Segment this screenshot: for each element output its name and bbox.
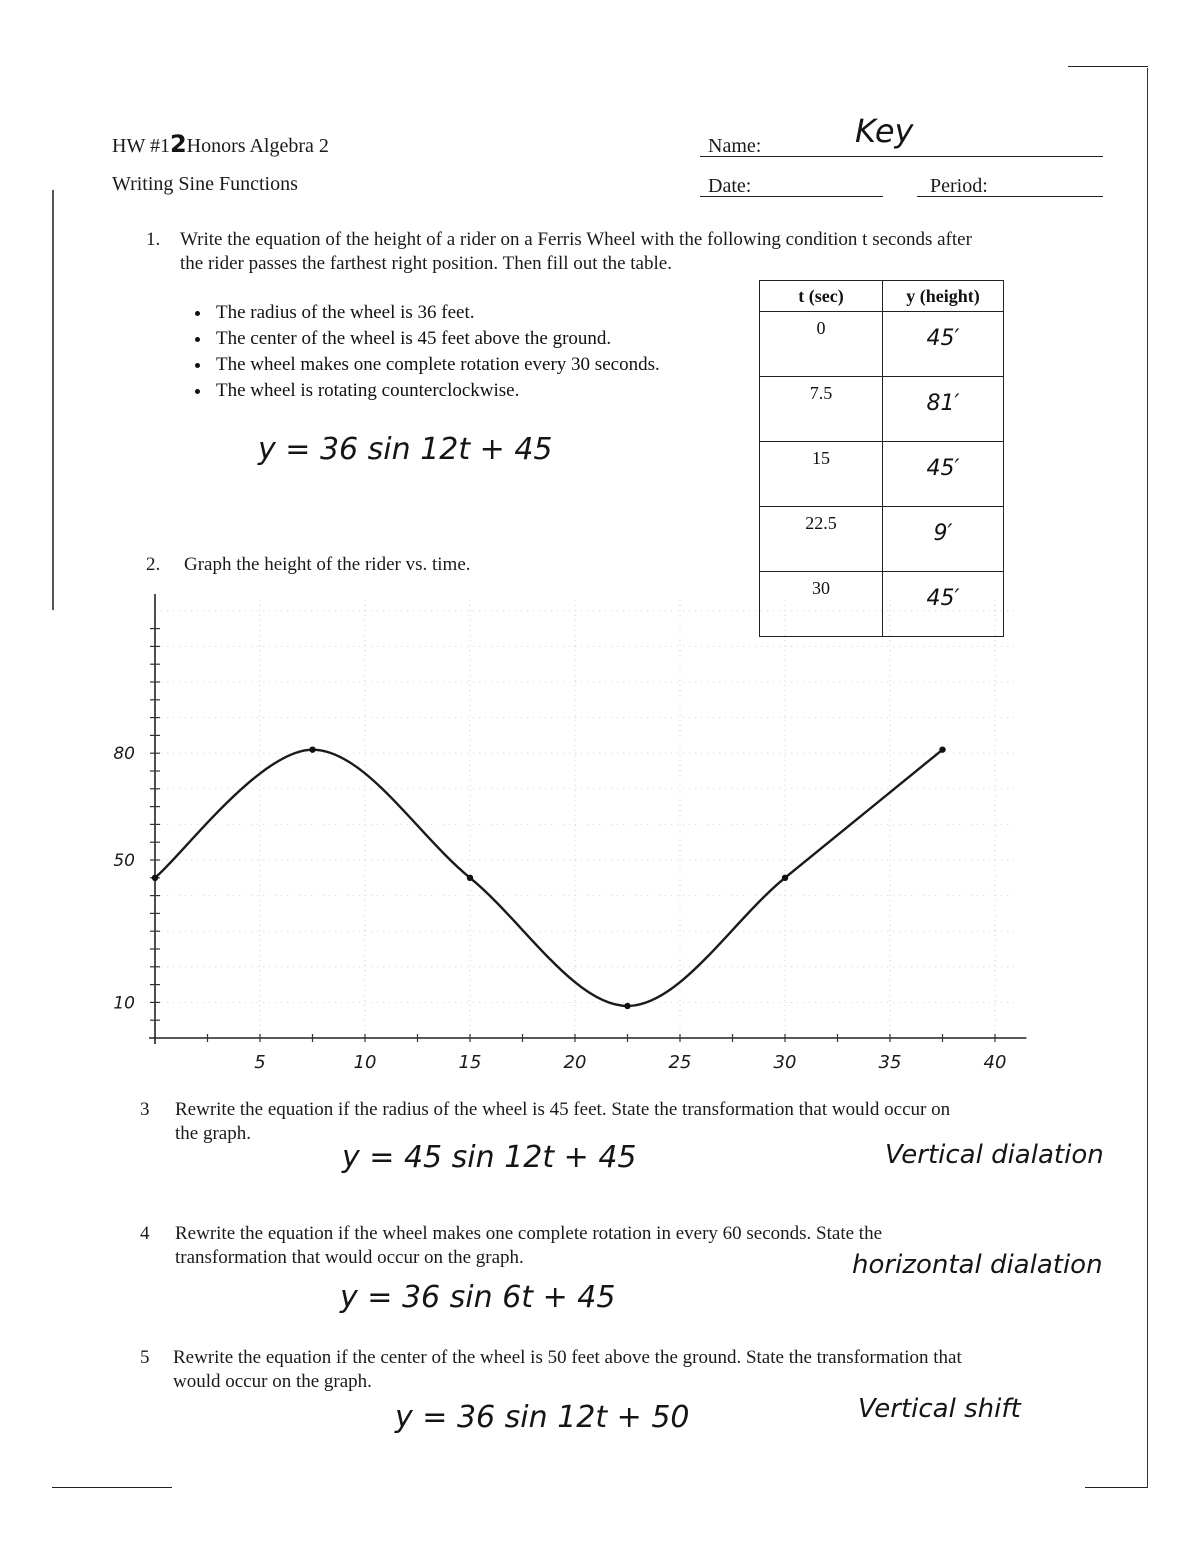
- y-cell: 81′: [883, 377, 1004, 442]
- condition-radius: • The radius of the wheel is 36 feet.: [212, 300, 660, 326]
- condition-rotation: • The wheel makes one complete rotation every 30 seconds.: [212, 352, 660, 378]
- y-tick-label: 80: [113, 744, 135, 765]
- x-tick-label: 30: [773, 1052, 797, 1073]
- q4-answer: y = 36 sin 6t + 45: [340, 1280, 616, 1315]
- q1-conditions: [180, 300, 660, 404]
- bottom-right-scan-edge: [1085, 1487, 1147, 1488]
- q5-transformation: Vertical shift: [858, 1394, 1021, 1424]
- name-value: Key: [855, 112, 914, 150]
- top-scan-edge: [1068, 66, 1148, 67]
- q3-text-line1: Rewrite the equation if the radius of the wheel is 45 feet. State the transformation that would occur on: [175, 1099, 951, 1120]
- q3-answer: y = 45 sin 12t + 45: [342, 1140, 637, 1175]
- graph-axes: [149, 594, 1027, 1044]
- data-point: [782, 875, 788, 881]
- t-cell: 22.5: [760, 507, 883, 572]
- y-cell: 45′: [883, 312, 1004, 377]
- x-tick-label: 20: [563, 1052, 587, 1073]
- sine-curve: [155, 750, 943, 1006]
- x-tick-label: 10: [353, 1052, 377, 1073]
- title-suffix: Honors Algebra 2: [186, 135, 329, 157]
- y-cell: 9′: [883, 507, 1004, 572]
- condition-direction: • The wheel is rotating counterclockwise.: [212, 378, 660, 404]
- q4-text-line1: Rewrite the equation if the wheel makes one complete rotation in every 60 seconds. State the: [175, 1223, 882, 1244]
- q2-number: 2.: [146, 554, 161, 575]
- table-row: [760, 377, 1004, 442]
- q1-answer: y = 36 sin 12t + 45: [258, 432, 553, 467]
- data-point: [467, 875, 473, 881]
- worksheet-subtitle: Writing Sine Functions: [112, 173, 298, 195]
- data-point: [152, 875, 158, 881]
- height-vs-time-graph: [0, 580, 1200, 1080]
- name-line: [700, 156, 1103, 157]
- data-point: [309, 746, 315, 752]
- condition-center: • The center of the wheel is 45 feet above the ground.: [212, 326, 660, 352]
- t-cell: 15: [760, 442, 883, 507]
- q3-transformation: Vertical dialation: [885, 1140, 1104, 1170]
- q1-text-line1: Write the equation of the height of a rider on a Ferris Wheel with the following condition t seconds after: [180, 229, 972, 250]
- x-tick-label: 15: [458, 1052, 482, 1073]
- y-axis-ticks: [113, 744, 135, 1013]
- period-label: Period:: [930, 175, 988, 197]
- bottom-left-scan-edge: [52, 1487, 172, 1488]
- q5-answer: y = 36 sin 12t + 50: [395, 1400, 690, 1435]
- q1-number: 1.: [146, 229, 161, 250]
- name-label: Name:: [708, 135, 762, 157]
- graph-grid: [155, 600, 1016, 1038]
- date-label: Date:: [708, 175, 752, 197]
- period-line: [917, 196, 1103, 197]
- q4-number: 4: [140, 1223, 150, 1244]
- title-prefix: HW #1: [112, 135, 170, 157]
- y-tick-label: 50: [113, 851, 135, 871]
- x-tick-label: 40: [983, 1052, 1007, 1073]
- q4-text-line2: transformation that would occur on the graph.: [175, 1247, 524, 1268]
- q4-transformation: horizontal dialation: [852, 1250, 1103, 1280]
- table-header-row: [760, 281, 1004, 312]
- col-t-header: t (sec): [760, 281, 883, 312]
- q1-text-line2: the rider passes the farthest right position. Then fill out the table.: [180, 253, 672, 274]
- q3-text-line2: the graph.: [175, 1123, 251, 1144]
- col-y-header: y (height): [883, 281, 1004, 312]
- table-row: [760, 507, 1004, 572]
- data-point: [939, 746, 945, 752]
- t-cell: 7.5: [760, 377, 883, 442]
- table-row: [760, 442, 1004, 507]
- x-tick-label: 35: [878, 1052, 902, 1073]
- q3-number: 3: [140, 1099, 150, 1120]
- plotted-points: [152, 746, 946, 1009]
- worksheet-title: [112, 132, 329, 158]
- data-point: [624, 1003, 630, 1009]
- y-tick-label: 10: [113, 993, 135, 1014]
- t-cell: 0: [760, 312, 883, 377]
- q5-text-line2: would occur on the graph.: [173, 1371, 372, 1392]
- t-cell: 30: [760, 572, 883, 637]
- x-axis-ticks: [254, 1052, 1006, 1073]
- q5-number: 5: [140, 1347, 150, 1368]
- y-cell: 45′: [883, 442, 1004, 507]
- table-row: [760, 312, 1004, 377]
- x-tick-label: 5: [254, 1052, 266, 1073]
- x-tick-label: 25: [668, 1052, 692, 1073]
- q2-text: Graph the height of the rider vs. time.: [184, 554, 471, 575]
- y-cell: 45′: [883, 572, 1004, 637]
- date-line: [700, 196, 883, 197]
- left-scan-edge: [52, 190, 54, 610]
- title-handwritten-digit: 2: [169, 130, 187, 158]
- q5-text-line1: Rewrite the equation if the center of the wheel is 50 feet above the ground. State the transformation that: [173, 1347, 962, 1368]
